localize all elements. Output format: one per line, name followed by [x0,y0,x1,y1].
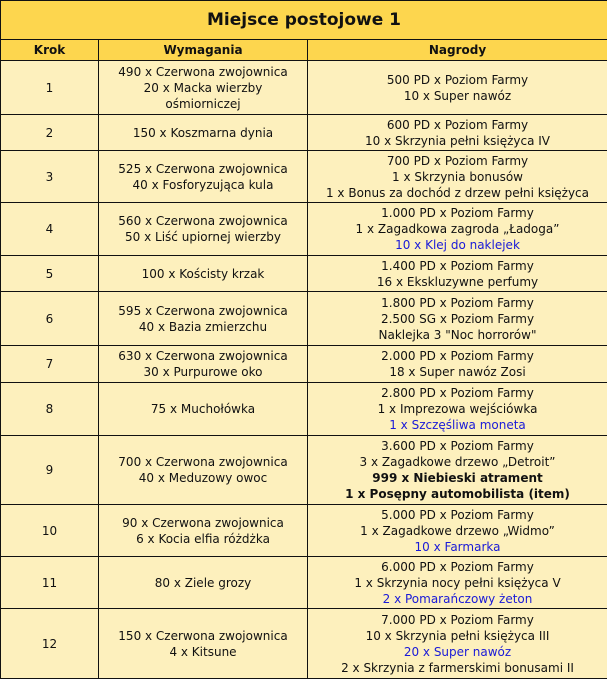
rewards-cell [308,292,607,346]
rewards-cell [308,383,607,436]
step-cell: 8 [1,383,99,436]
requirement-line: 595 x Czerwona zwojownica [118,303,288,318]
rewards-cell [308,436,607,505]
requirements-cell [99,436,308,505]
table-row [1,557,607,609]
table-row [1,115,607,151]
requirement-line: 150 x Koszmarna dynia [132,125,274,140]
header-step: Krok [1,40,99,61]
header-requirements: Wymagania [99,40,308,61]
step-cell: 12 [1,609,99,679]
step-cell: 11 [1,557,99,609]
header-row [1,40,607,61]
reward-line: 10 x Super nawóz [403,88,512,103]
reward-line: 10 x Skrzynia pełni księżyca III [365,628,550,643]
table-row [1,203,607,256]
step-cell: 2 [1,115,99,151]
step-cell: 5 [1,256,99,292]
requirement-line: 80 x Ziele grozy [154,575,252,590]
rewards-cell [308,61,607,115]
reward-line: 1 x Posępny automobilista (item) [345,487,570,501]
reward-line: 2.800 PD x Poziom Farmy [381,386,534,400]
requirements-cell [99,115,308,151]
table-row [1,436,607,505]
requirement-line: 560 x Czerwona zwojownica [118,214,288,228]
rewards-cell [308,256,607,292]
rewards-cell [308,151,607,203]
step-cell: 4 [1,203,99,256]
header-rewards: Nagrody [308,40,607,61]
rewards-cell [308,346,607,383]
reward-line: 10 x Skrzynia pełni księżyca IV [365,133,551,148]
requirement-line: 700 x Czerwona zwojownica [118,455,288,469]
table-row [1,346,607,383]
requirement-line: 30 x Purpurowe oko [143,365,263,379]
table-row [1,256,607,292]
reward-line: 1 x Szczęśliwa moneta [389,418,526,432]
reward-line: 1.800 PD x Poziom Farmy [381,295,534,310]
table-row [1,292,607,346]
table-title: Miejsce postojowe 1 [1,1,607,40]
reward-line: 2 x Skrzynia z farmerskimi bonusami II [341,660,574,675]
requirement-line: 75 x Muchołówka [150,402,256,416]
requirement-line: 50 x Liść upiornej wierzby [125,230,281,244]
requirements-cell [99,61,308,115]
requirements-cell [99,151,308,203]
reward-line: 10 x Farmarka [414,539,501,554]
requirement-line: 20 x Macka wierzby [143,80,263,95]
step-cell: 6 [1,292,99,346]
table-row [1,151,607,203]
reward-line: 2 x Pomarańczowy żeton [382,591,533,606]
title-row [1,1,607,40]
rewards-cell [308,557,607,609]
requirement-line: 40 x Meduzowy owoc [138,471,268,485]
reward-line: 5.000 PD x Poziom Farmy [381,507,534,522]
reward-line: 1.000 PD x Poziom Farmy [381,206,534,220]
table-row [1,383,607,436]
reward-line: 1 x Bonus za dochód z drzew pełni księżyca [325,185,590,200]
reward-line: 10 x Klej do naklejek [395,238,520,252]
requirements-cell [99,609,308,679]
table-row [1,609,607,679]
requirement-line: 630 x Czerwona zwojownica [118,349,288,363]
requirements-cell [99,346,308,383]
rewards-cell [308,505,607,557]
table-body [1,61,607,679]
reward-line: 999 x Niebieski atrament [372,471,543,485]
reward-line: Naklejka 3 "Noc horrorów" [378,327,537,342]
reward-line: 1 x Imprezowa wejściówka [377,402,538,416]
reward-line: 2.500 SG x Poziom Farmy [380,311,535,326]
requirement-line: 40 x Bazia zmierzchu [138,319,268,334]
reward-line: 16 x Ekskluzywne perfumy [376,274,539,289]
step-cell: 10 [1,505,99,557]
reward-line: 1 x Zagadkowa zagroda „Ładoga” [355,222,560,236]
step-cell: 1 [1,61,99,115]
reward-line: 7.000 PD x Poziom Farmy [381,612,534,627]
requirement-line: 100 x Kościsty krzak [141,266,265,281]
requirement-line: ośmiorniczej [165,96,241,111]
requirement-line: 525 x Czerwona zwojownica [118,161,288,176]
step-cell: 3 [1,151,99,203]
table-row [1,505,607,557]
requirement-line: 90 x Czerwona zwojownica [122,515,284,530]
reward-line: 600 PD x Poziom Farmy [386,117,529,132]
requirements-cell [99,292,308,346]
reward-line: 3 x Zagadkowe drzewo „Detroit” [359,455,556,469]
requirements-cell [99,505,308,557]
reward-line: 1 x Skrzynia nocy pełni księżyca V [354,575,561,590]
requirement-line: 150 x Czerwona zwojownica [118,628,288,643]
requirement-line: 6 x Kocia elfia różdżka [136,531,270,546]
requirement-line: 490 x Czerwona zwojownica [118,64,288,79]
step-cell: 9 [1,436,99,505]
requirement-line: 4 x Kitsune [169,644,237,659]
reward-line: 18 x Super nawóz Zosi [389,365,526,379]
reward-line: 6.000 PD x Poziom Farmy [381,559,534,574]
requirements-cell [99,557,308,609]
reward-line: 1 x Skrzynia bonusów [392,169,523,184]
reward-line: 700 PD x Poziom Farmy [386,153,529,168]
requirements-cell [99,256,308,292]
reward-line: 500 PD x Poziom Farmy [386,72,529,87]
reward-line: 3.600 PD x Poziom Farmy [381,439,534,453]
reward-line: 20 x Super nawóz [403,644,512,659]
rewards-cell [308,203,607,256]
reward-line: 1.400 PD x Poziom Farmy [381,258,534,273]
requirements-cell [99,383,308,436]
requirements-cell [99,203,308,256]
requirement-line: 40 x Fosforyzująca kula [132,177,274,192]
step-cell: 7 [1,346,99,383]
rewards-cell [308,609,607,679]
reward-line: 2.000 PD x Poziom Farmy [381,349,534,363]
table-row [1,61,607,115]
reward-line: 1 x Zagadkowe drzewo „Widmo” [360,523,555,538]
rewards-cell [308,115,607,151]
